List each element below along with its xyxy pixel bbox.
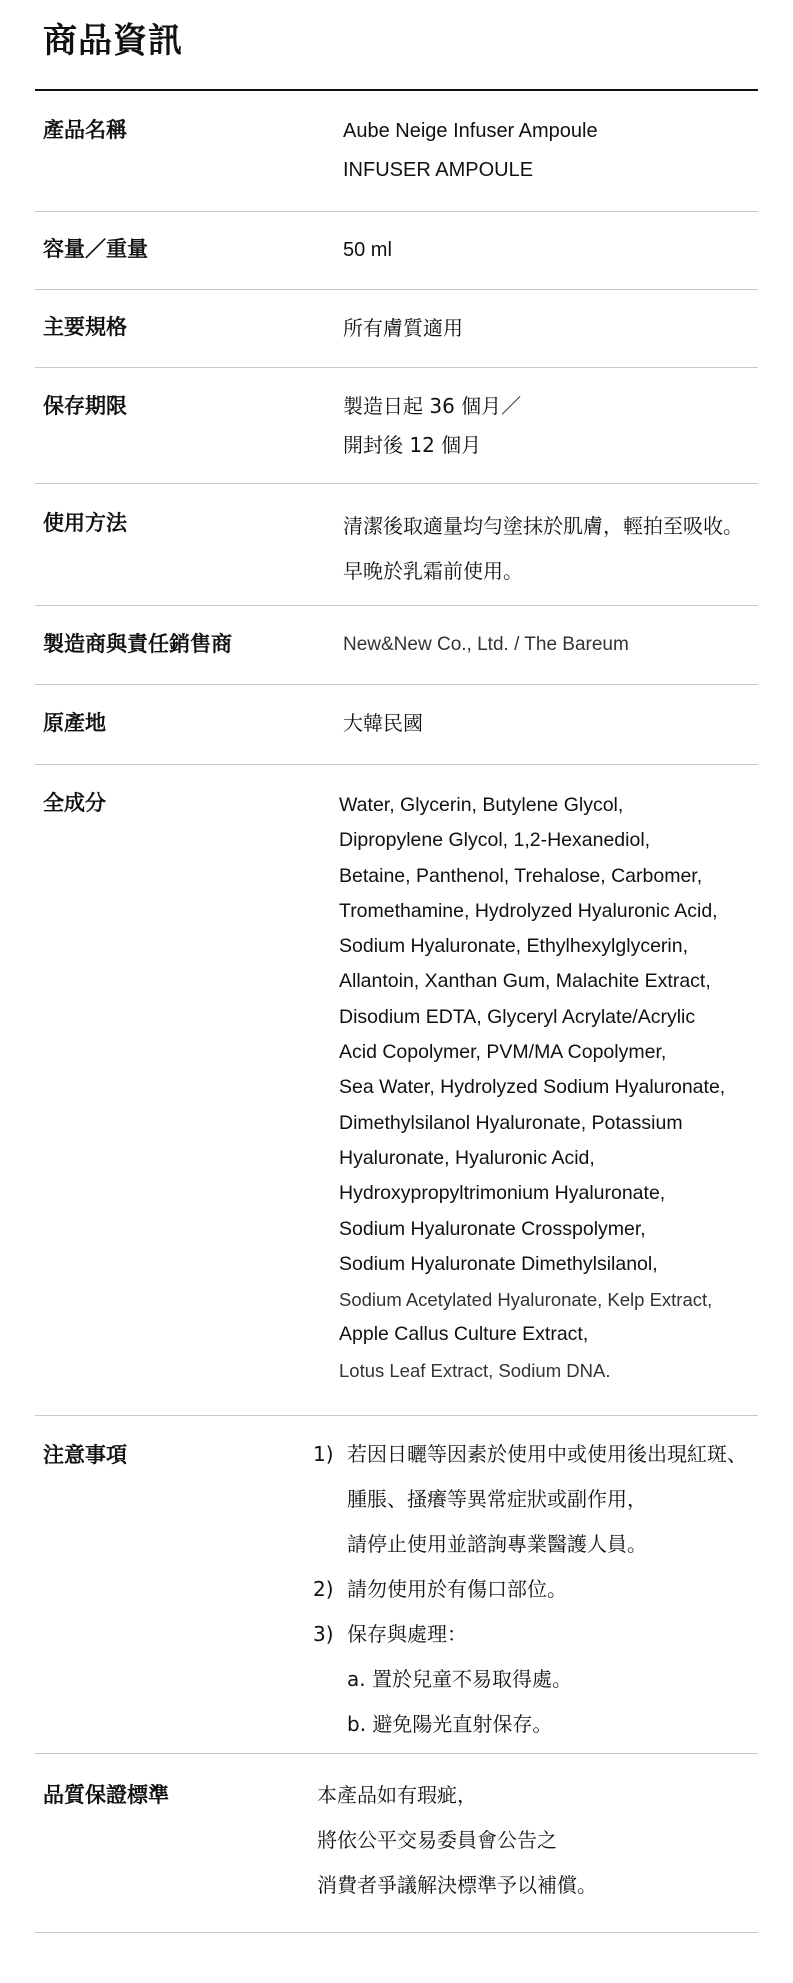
- row-divider: [35, 1753, 758, 1754]
- shelf-life-value: [343, 387, 521, 465]
- caution-text: 請勿使用於有傷口部位。: [347, 1577, 567, 1601]
- ingredient-line: Hyaluronate, Hyaluronic Acid,: [339, 1146, 595, 1169]
- row-label: 品質保證標準: [43, 1783, 169, 1807]
- ingredient-line: Betaine, Panthenol, Trehalose, Carbomer,: [339, 864, 703, 887]
- value-line: New&New Co., Ltd. / The Bareum: [343, 634, 629, 655]
- caution-text: 保存與處理：: [347, 1622, 467, 1646]
- value-line: Aube Neige Infuser Ampoule: [343, 120, 598, 142]
- ingredient-line: Acid Copolymer, PVM/MA Copolymer,: [339, 1041, 667, 1064]
- title-divider: [35, 89, 758, 91]
- maker-value: [343, 625, 629, 664]
- caution-number: 1): [313, 1442, 334, 1466]
- caution-item: [313, 1612, 647, 1657]
- volume-value: [343, 231, 392, 270]
- caution-text: 腫脹、搔癢等異常症狀或副作用，: [347, 1487, 647, 1511]
- row-divider: [35, 1415, 758, 1416]
- page-title: 商品資訊: [43, 21, 183, 61]
- row-divider: [35, 367, 758, 368]
- cautions-list: [313, 1432, 747, 1747]
- value-line: 開封後 12 個月: [343, 433, 482, 457]
- ingredient-line: Lotus Leaf Extract, Sodium DNA.: [339, 1359, 611, 1381]
- row-label: 使用方法: [43, 511, 127, 535]
- caution-number: 2): [313, 1577, 334, 1601]
- row-label: 保存期限: [43, 394, 127, 418]
- ingredient-line: Allantoin, Xanthan Gum, Malachite Extract,: [339, 970, 711, 993]
- ingredient-line: Dipropylene Glycol, 1,2-Hexanediol,: [339, 829, 651, 852]
- ingredient-line: Sodium Acetylated Hyaluronate, Kelp Extract,: [339, 1289, 713, 1311]
- caution-item: [313, 1567, 647, 1612]
- value-line: 將依公平交易委員會公告之: [317, 1828, 557, 1852]
- ingredient-line: Sodium Hyaluronate Dimethylsilanol,: [339, 1252, 658, 1275]
- value-line: 早晚於乳霜前使用。: [343, 559, 523, 583]
- ingredients-value: [339, 788, 725, 1388]
- caution-item: [313, 1432, 747, 1477]
- row-divider: [35, 483, 758, 484]
- row-label: 產品名稱: [43, 118, 127, 142]
- caution-text: 若因日曬等因素於使用中或使用後出現紅斑、: [347, 1442, 747, 1466]
- value-line: 大韓民國: [343, 711, 423, 735]
- ingredient-line: Dimethylsilanol Hyaluronate, Potassium: [339, 1111, 683, 1134]
- row-divider: [35, 764, 758, 765]
- value-line: 製造日起 36 個月／: [343, 394, 522, 418]
- ingredient-line: Water, Glycerin, Butylene Glycol,: [339, 794, 624, 816]
- row-divider: [35, 211, 758, 212]
- ingredient-line: Tromethamine, Hydrolyzed Hyaluronic Acid,: [339, 899, 718, 922]
- product-name-value: [343, 112, 598, 190]
- ingredient-line: Disodium EDTA, Glyceryl Acrylate/Acrylic: [339, 1005, 696, 1028]
- row-label: 製造商與責任銷售商: [43, 632, 232, 656]
- value-line: 50 ml: [343, 239, 392, 261]
- ingredient-line: Hydroxypropyltrimonium Hyaluronate,: [339, 1182, 666, 1205]
- row-label: 容量／重量: [43, 237, 148, 261]
- ingredient-line: Apple Callus Culture Extract,: [339, 1323, 589, 1346]
- value-line: INFUSER AMPOULE: [343, 159, 534, 181]
- ingredient-line: Sea Water, Hydrolyzed Sodium Hyaluronate,: [339, 1076, 726, 1099]
- ingredient-line: Sodium Hyaluronate Crosspolymer,: [339, 1217, 646, 1240]
- value-line: 所有膚質適用: [343, 316, 463, 340]
- row-label: 全成分: [43, 791, 106, 815]
- value-line: 消費者爭議解決標準予以補償。: [317, 1873, 597, 1897]
- row-divider: [35, 684, 758, 685]
- value-line: 清潔後取適量均勻塗抹於肌膚，輕拍至吸收。: [343, 514, 743, 538]
- origin-value: [343, 704, 423, 743]
- row-divider: [35, 289, 758, 290]
- caution-subitem: a. 置於兒童不易取得處。: [347, 1667, 572, 1691]
- row-label: 注意事項: [43, 1443, 127, 1467]
- caution-text: 請停止使用並諮詢專業醫護人員。: [347, 1532, 647, 1556]
- caution-number: 3): [313, 1622, 334, 1646]
- row-label: 原產地: [43, 711, 106, 735]
- row-label: 主要規格: [43, 315, 127, 339]
- row-divider: [35, 605, 758, 606]
- caution-subitem: b. 避免陽光直射保存。: [347, 1712, 553, 1736]
- ingredient-line: Sodium Hyaluronate, Ethylhexylglycerin,: [339, 935, 689, 958]
- spec-value: [343, 309, 463, 348]
- row-divider: [35, 1932, 758, 1933]
- quality-value: [317, 1773, 597, 1908]
- value-line: 本產品如有瑕疵，: [317, 1783, 477, 1807]
- usage-value: [343, 504, 743, 594]
